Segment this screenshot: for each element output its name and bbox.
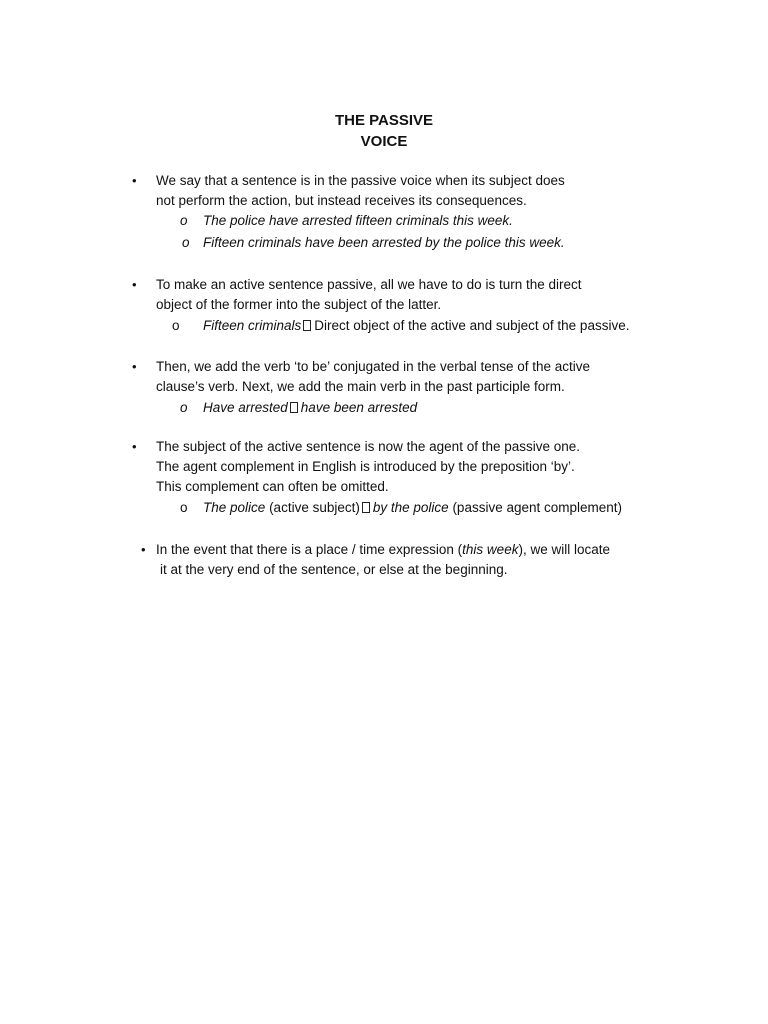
section-2-line-2: object of the former into the subject of the latter.	[156, 297, 442, 312]
bullet-icon: •	[132, 173, 137, 188]
bullet-icon: •	[141, 542, 146, 557]
section-2-example-explanation: Direct object of the active and subject of the passive.	[314, 318, 630, 333]
section-5-line-1-emphasis: this week	[462, 542, 519, 557]
document-title	[0, 110, 768, 152]
section-4-line-3: This complement can often be omitted.	[156, 479, 389, 494]
section-4-example-active-note: (active subject)	[269, 500, 360, 515]
section-2-line-1: To make an active sentence passive, all we have to do is turn the direct	[156, 277, 582, 292]
bullet-icon: •	[132, 439, 137, 454]
section-5-line-1-end: ), we will locate	[518, 542, 610, 557]
sub-bullet-icon: o	[180, 400, 188, 415]
section-1-line-1: We say that a sentence is in the passive voice when its subject does	[156, 173, 565, 188]
section-4-example-agent: by the police	[372, 500, 449, 515]
section-4-example-active-subject: The police	[203, 500, 266, 515]
sub-bullet-icon: o	[180, 500, 188, 515]
arrow-placeholder-icon	[290, 402, 298, 413]
section-1-example-1: The police have arrested fifteen criminals this week.	[203, 213, 513, 228]
section-3-line-1: Then, we add the verb ‘to be’ conjugated in the verbal tense of the active	[156, 359, 591, 374]
sub-bullet-icon: o	[180, 213, 188, 228]
section-5-line-1	[156, 540, 610, 560]
section-3-line-2: clause’s verb. Next, we add the main verb in the past participle form.	[156, 379, 565, 394]
arrow-placeholder-icon	[303, 320, 311, 331]
section-1-example-2: Fifteen criminals have been arrested by the police this week.	[203, 235, 565, 250]
section-3-example-active: Have arrested	[203, 400, 288, 415]
section-4-example	[203, 498, 622, 518]
section-4-line-1: The subject of the active sentence is now the agent of the passive one.	[156, 439, 581, 454]
section-3-example	[203, 398, 417, 418]
section-4-line-2: The agent complement in English is introduced by the preposition ‘by’.	[156, 459, 575, 474]
title-line-1: THE PASSIVE	[334, 112, 434, 129]
bullet-icon: •	[132, 277, 137, 292]
sub-bullet-icon: o	[172, 318, 180, 333]
section-5-line-2: it at the very end of the sentence, or else at the beginning.	[160, 562, 508, 577]
arrow-placeholder-icon	[362, 502, 370, 513]
section-3-example-passive: have been arrested	[300, 400, 418, 415]
section-5-line-1-start: In the event that there is a place / time expression (	[156, 542, 463, 557]
title-line-2: VOICE	[360, 133, 408, 150]
section-4-example-agent-note: (passive agent complement)	[452, 500, 623, 515]
section-1-line-2: not perform the action, but instead receives its consequences.	[156, 193, 527, 208]
sub-bullet-icon: o	[182, 235, 190, 250]
bullet-icon: •	[132, 359, 137, 374]
section-2-example-term: Fifteen criminals	[203, 318, 302, 333]
section-2-example	[203, 316, 629, 336]
